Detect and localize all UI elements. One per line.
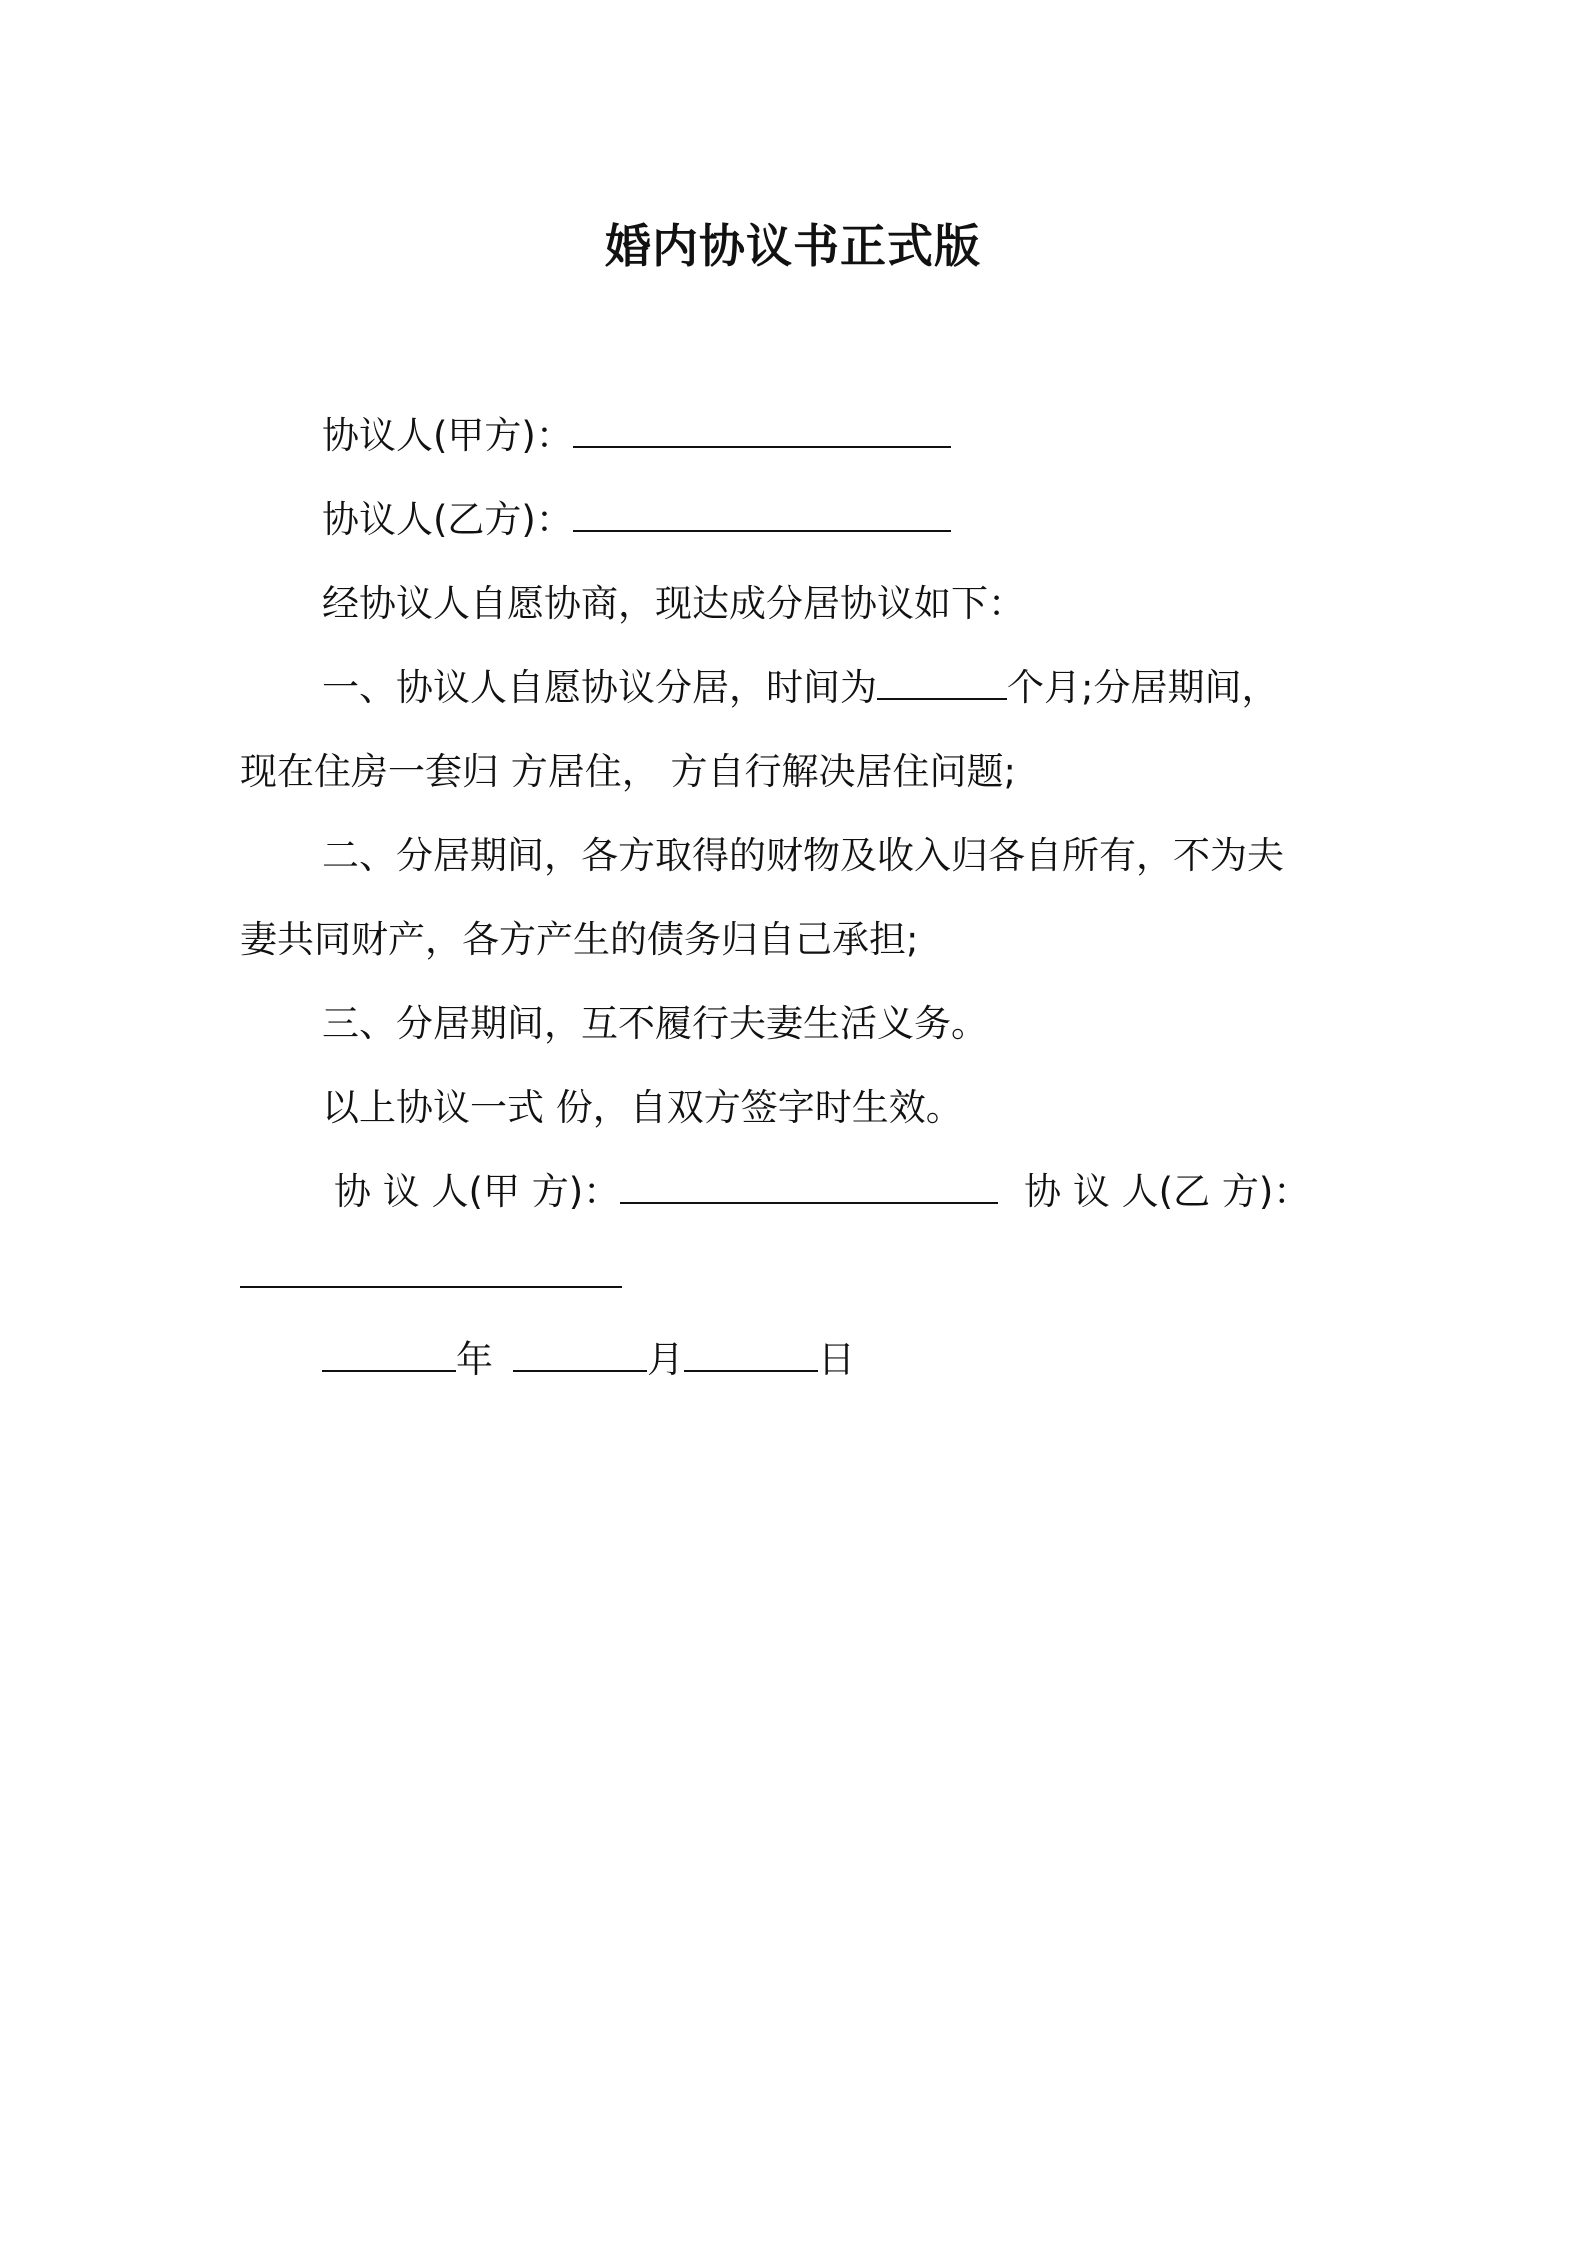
sign-b-blank-line [240, 1252, 622, 1300]
sign-b-label: 协 议 人(乙 方)： [1024, 1170, 1311, 1213]
clause-2-line-1: 二、分居期间，各方取得的财物及收入归各自所有，不为夫 [322, 834, 1284, 877]
year-label: 年 [456, 1338, 493, 1381]
effect-statement: 以上协议一式 份，自双方签字时生效。 [322, 1086, 963, 1129]
party-a-blank[interactable] [573, 416, 951, 448]
day-blank[interactable] [684, 1340, 818, 1372]
party-b-label: 协议人(乙方)： [322, 498, 573, 541]
party-b-line [322, 496, 951, 544]
party-b-blank[interactable] [573, 500, 951, 532]
day-label: 日 [818, 1338, 855, 1381]
clause-1-line-2: 现在住房一套归 方居住， 方自行解决居住问题; [240, 750, 1016, 793]
sign-a-label: 协 议 人(甲 方)： [334, 1170, 621, 1213]
sign-b-blank[interactable] [240, 1256, 622, 1288]
month-label: 月 [647, 1338, 684, 1381]
year-blank[interactable] [322, 1340, 456, 1372]
clause-1-line-1 [322, 664, 1278, 712]
party-a-label: 协议人(甲方)： [322, 414, 573, 457]
clause-1-text-b: 个月;分居期间， [1007, 666, 1279, 709]
intro-paragraph: 经协议人自愿协商，现达成分居协议如下： [322, 582, 1025, 625]
clause-2-line-2: 妻共同财产，各方产生的债务归自己承担; [240, 918, 919, 961]
party-a-line [322, 412, 951, 460]
month-blank[interactable] [513, 1340, 647, 1372]
sign-a-blank[interactable] [620, 1172, 998, 1204]
date-line [322, 1336, 855, 1384]
document-title: 婚内协议书正式版 [605, 219, 981, 273]
clause-1-text-a: 一、协议人自愿协议分居，时间为 [322, 666, 877, 709]
months-blank[interactable] [877, 668, 1007, 700]
signature-line [334, 1168, 1310, 1216]
clause-3: 三、分居期间，互不履行夫妻生活义务。 [322, 1002, 988, 1045]
